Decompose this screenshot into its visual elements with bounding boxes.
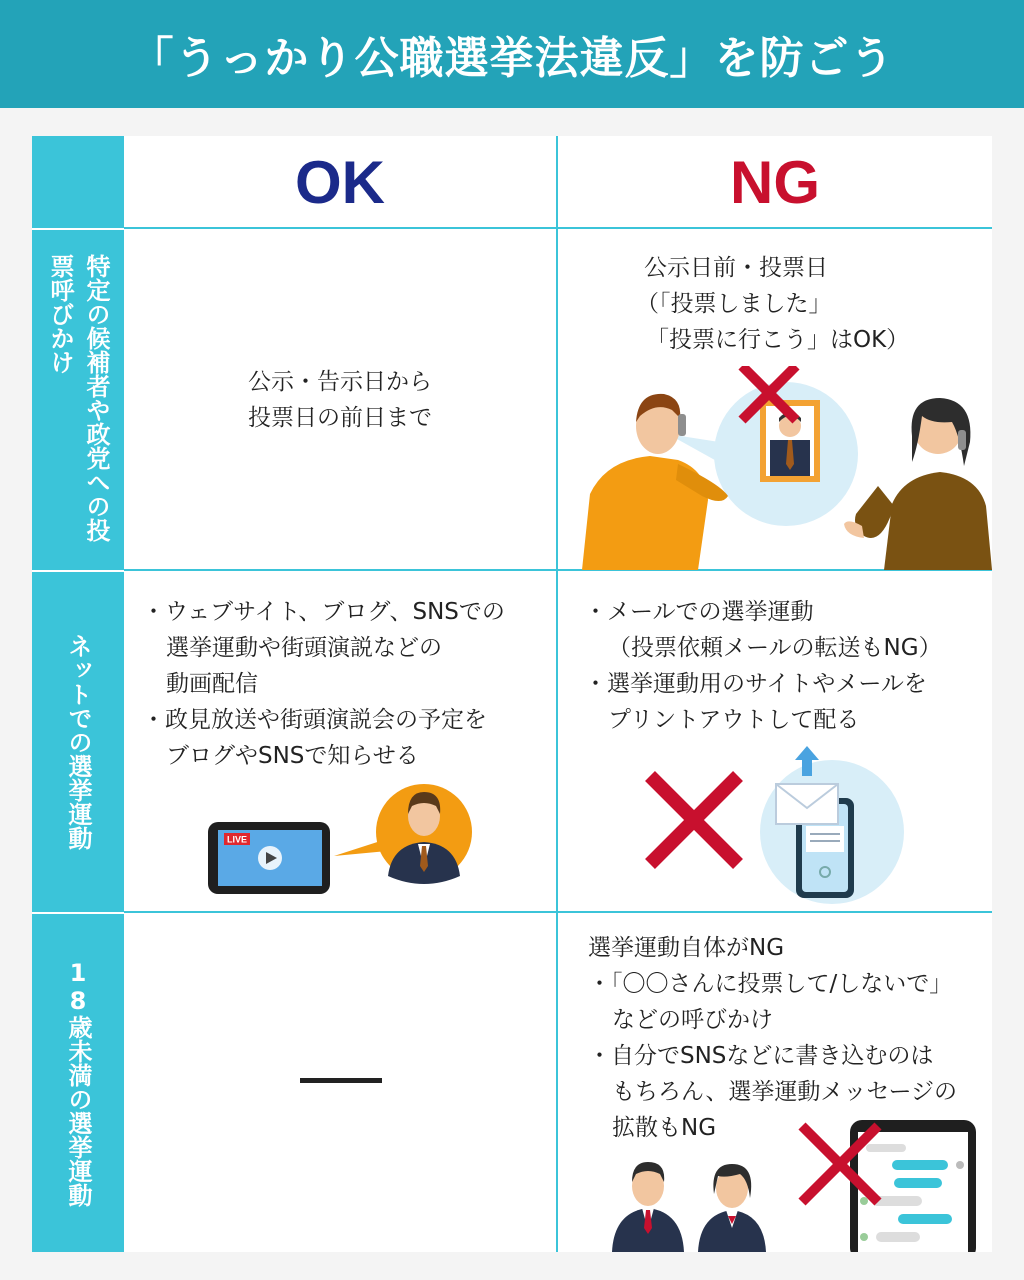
row-header-1	[32, 228, 124, 570]
row-header-1-label: 特定の候補者や政党への投票呼びかけ	[46, 254, 110, 542]
woman-body	[884, 472, 992, 570]
row2-ng-text	[584, 594, 984, 738]
row-header-3-label: 18歳未満の選挙運動	[64, 959, 92, 1207]
live-stream-illustration	[202, 772, 482, 902]
students-sns-illustration	[602, 1120, 992, 1252]
divider	[124, 911, 992, 913]
text-line: 選挙運動自体がNG	[588, 935, 785, 961]
chat-avatar	[956, 1161, 964, 1169]
email-illustration	[642, 746, 912, 906]
chat-bubble	[866, 1144, 906, 1152]
text-line: 「投票に行こう」はOK）	[646, 327, 910, 353]
text-line: ブログやSNSで知らせる	[166, 743, 419, 769]
chat-avatar	[860, 1233, 868, 1241]
bullet-item: ・ 「〇〇さんに投票して/しないで」	[588, 966, 988, 1002]
row-header-2-label: ネットでの選挙運動	[64, 634, 92, 850]
title-bar	[0, 0, 1024, 108]
row2-ok-text	[142, 594, 548, 774]
text-line: 公示日前・投票日	[644, 255, 828, 281]
live-badge-text: LIVE	[226, 834, 248, 845]
bullet-item: ・ ウェブサイト、ブログ、SNSでの	[142, 594, 548, 630]
text-line: もちろん、選挙運動メッセージの	[612, 1079, 957, 1105]
chat-bubble	[892, 1160, 948, 1170]
not-applicable-dash	[300, 1078, 382, 1083]
bullet-item: ・ メールでの選挙運動	[584, 594, 984, 630]
row1-ng-text	[636, 250, 964, 358]
bullet-item: ・ 政見放送や街頭演説会の予定を	[142, 702, 548, 738]
column-divider	[556, 136, 558, 1252]
phone-icon	[678, 414, 686, 436]
corner-cell	[32, 136, 124, 228]
ok-column-header: OK	[295, 148, 385, 216]
text-line: 拡散もNG	[612, 1115, 717, 1141]
text-line: 選挙運動や街頭演説などの	[166, 635, 442, 661]
mail-card	[806, 826, 844, 852]
row1-ok-text	[124, 364, 556, 436]
row-header-2	[32, 570, 124, 912]
text-line: （投票依頼メールの転送もNG）	[608, 635, 942, 661]
text-line: （「投票しました」	[636, 291, 832, 317]
bullet-item: ・ 自分でSNSなどに書き込むのは	[588, 1038, 988, 1074]
text-line: 公示・告示日から	[248, 369, 432, 395]
chat-bubble	[898, 1214, 952, 1224]
row-header-3	[32, 912, 124, 1252]
ng-column-header: NG	[730, 148, 820, 216]
text-line: プリントアウトして配る	[608, 707, 860, 733]
chat-bubble	[876, 1232, 920, 1242]
text-line: 投票日の前日まで	[248, 405, 432, 431]
text-line: などの呼びかけ	[612, 1007, 773, 1033]
cross-icon	[650, 776, 738, 864]
comparison-table	[32, 136, 992, 1252]
chat-bubble	[894, 1178, 942, 1188]
bullet-item: ・ 選挙運動用のサイトやメールを	[584, 666, 984, 702]
page-title: 「うっかり公職選挙法違反」を防ごう	[129, 33, 895, 84]
phone-call-illustration	[582, 366, 992, 570]
text-line: 動画配信	[166, 671, 258, 697]
phone-icon	[958, 430, 966, 450]
row3-ng-text	[588, 930, 988, 1146]
chat-avatar	[860, 1197, 868, 1205]
